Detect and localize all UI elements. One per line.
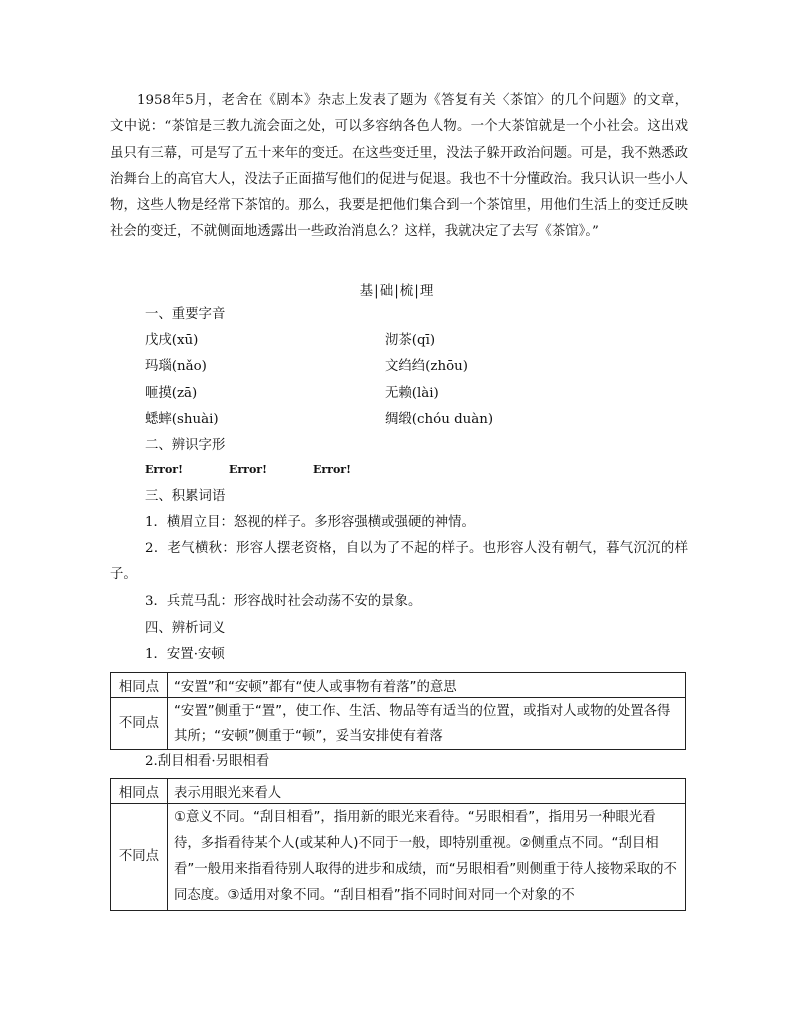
pronunciation-heading: 一、重要字音 <box>145 307 226 322</box>
comparison-table-1 <box>110 672 686 750</box>
error-text: Error! <box>145 463 183 476</box>
pronunciation-item: 玛瑙(nǎo) <box>145 359 207 374</box>
pronunciation-item: 戊戌(xū) <box>145 333 199 348</box>
group-title: 1．安置·安顿 <box>145 647 225 662</box>
error-text: Error! <box>313 463 351 476</box>
pronunciation-item: 绸缎(chóu duàn) <box>385 412 494 427</box>
intro-paragraph: 1958年5月，老舍在《剧本》杂志上发表了题为《答复有关〈茶馆〉的几个问题》的文章，文中说：“茶馆是三教九流会面之处，可以多容纳各色人物。一个大茶馆就是一个小社会。这出戏虽只有三幕，可是写了五十来年的变迁。在这些变迁里，没法子躲开政治问题。可是，我不熟悉政治舞台上的高官大人，没法子正面描写他们的促进与促退。我也不十分懂政治。我只认识一些小人物，这些人物是经常下茶馆的。那么，我要是把他们集合到一个茶馆里，用他们生活上的变迁反映社会的变迁，不就侧面地透露出一些政治消息么？这样，我就决定了去写《茶馆》。” <box>110 93 688 240</box>
vocab-item: 1．横眉立目：怒视的样子。多形容强横或强硬的神情。 <box>145 515 475 530</box>
diff-text: ①意义不同。“刮目相看”，指用新的眼光来看待。“另眼相看”，指用另一种眼光看待，多指看待某个人(或某种人)不同于一般，即特别重视。②侧重点不同。“刮目相看”一般用来指看待别人取得的进步和成绩，而“另眼相看”则侧重于待人接物采取的不同态度。③适用对象不同。“刮目相看”指不同时间对同一个对象的不 <box>168 804 686 911</box>
same-label: 相同点 <box>111 673 168 698</box>
same-label: 相同点 <box>111 779 168 804</box>
same-text: “安置”和“安顿”都有“使人或事物有着落”的意思 <box>168 673 686 698</box>
error-text: Error! <box>229 463 267 476</box>
same-text: 表示用眼光来看人 <box>168 779 686 804</box>
pronunciation-item: 蟋蟀(shuài) <box>145 412 219 427</box>
group-title: 2.刮目相看·另眼相看 <box>145 754 270 769</box>
pronunciation-item: 咂摸(zā) <box>145 386 198 401</box>
diff-label: 不同点 <box>111 804 168 911</box>
distinguish-heading: 四、辨析词义 <box>145 621 226 636</box>
pronunciation-item: 无赖(lài) <box>385 386 439 401</box>
comparison-table-2 <box>110 778 686 911</box>
vocab-item: 3．兵荒马乱：形容战时社会动荡不安的景象。 <box>145 594 422 609</box>
vocab-item: 2．老气横秋：形容人摆老资格，自以为了不起的样子。也形容人没有朝气，暮气沉沉的样子。 <box>110 541 688 583</box>
diff-label: 不同点 <box>111 698 168 750</box>
pronunciation-item: 文绉绉(zhōu) <box>385 359 468 374</box>
section-title: 基|础|梳|理 <box>359 283 435 299</box>
diff-text: “安置”侧重于“置”，使工作、生活、物品等有适当的位置，或指对人或物的处置各得其所；“安顿”侧重于“顿”，妥当安排使有着落 <box>168 698 686 750</box>
shapes-heading: 二、辨识字形 <box>145 438 226 453</box>
error-placeholders <box>145 463 397 476</box>
pronunciation-item: 沏茶(qī) <box>385 333 436 348</box>
vocab-heading: 三、积累词语 <box>145 489 226 504</box>
